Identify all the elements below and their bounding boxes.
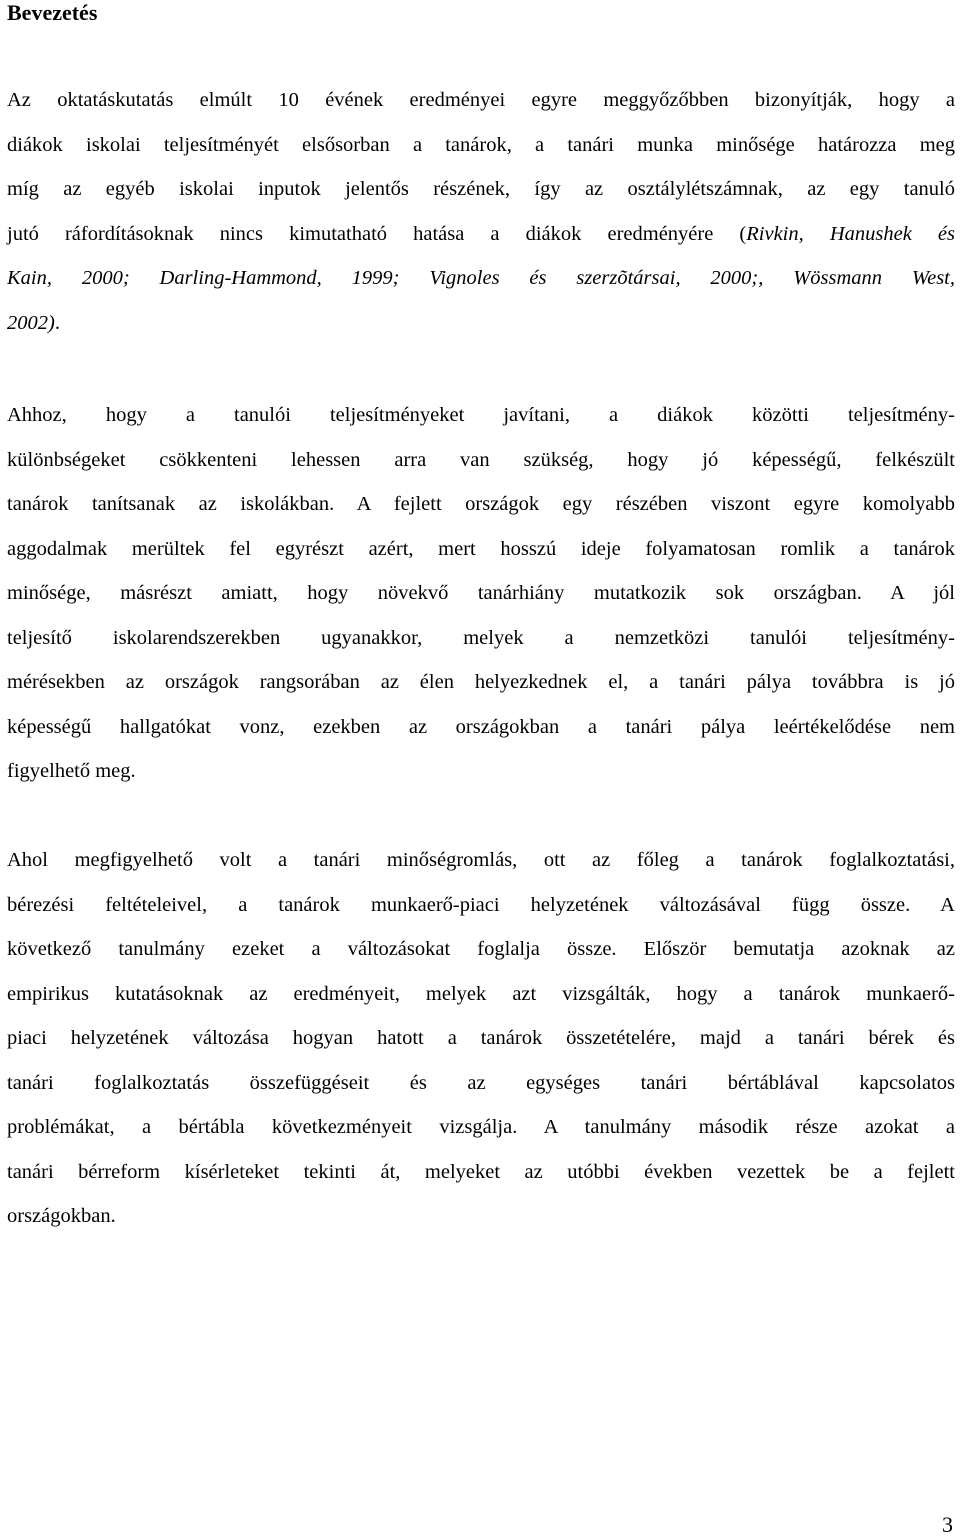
paragraph-line: következő tanulmány ezeket a változásokat foglalja össze. Először bemutatja azoknak az [7,938,955,960]
paragraph-line: piaci helyzetének változása hogyan hatott a tanárok összetételére, majd a tanári bérek és [7,1027,955,1049]
paragraph-intro [7,78,955,345]
paragraph-line: minősége, másrészt amiatt, hogy növekvő tanárhiány mutatkozik sok országban. A jól [7,582,955,604]
paragraph-line: tanári foglalkoztatás összefüggéseit és az egységes tanári bértáblával kapcsolatos [7,1071,955,1094]
citation-text: 2002) [7,311,55,334]
paragraph-line: figyelhető meg. [7,760,136,782]
paragraph-line: bérezési feltételeivel, a tanárok munkaerő-piaci helyzetének változásával függ össze. A [7,893,955,916]
citation-line-end [7,301,955,346]
paragraph-line: problémákat, a bértábla következményeit vizsgálja. A tanulmány második része azokat a [7,1116,955,1138]
paragraph-line: míg az egyéb iskolai inputok jelentős részének, így az osztálylétszámnak, az egy tanuló [7,178,955,200]
paragraph-line: képességű hallgatókat vonz, ezekben az országokban a tanári pálya leértékelődése nem [7,715,955,738]
paragraph-line: aggodalmak merültek fel egyrészt azért, mert hosszú ideje folyamatosan romlik a tanárok [7,537,955,560]
paragraph-teachers [7,393,955,794]
paragraph-text: . [54,311,60,334]
section-heading: Bevezetés [7,0,98,25]
paragraph-line: Ahhoz, hogy a tanulói teljesítményeket javítani, a diákok közötti teljesítmény- [7,404,955,426]
paragraph-line: országokban. [7,1205,116,1227]
page-number: 3 [942,1512,953,1537]
paragraph-line: teljesítő iskolarendszerekben ugyanakkor, melyek a nemzetközi tanulói teljesítmény- [7,626,955,649]
paragraph-line: különbségeket csökkenteni lehessen arra van szükség, hogy jó képességű, felkészült [7,448,955,471]
paragraph-text: jutó ráfordításoknak nincs kimutatható hatása a diákok eredményére ( [7,222,747,245]
paragraph-line: tanári bérreform kísérleteket tekinti át, melyeket az utóbbi években vezettek be a fejlett [7,1160,955,1183]
paragraph-line: diákok iskolai teljesítményét elsősorban a tanárok, a tanári munka minősége határozza meg [7,133,955,156]
paragraph-line: Az oktatáskutatás elmúlt 10 évének eredményei egyre meggyőzőbben bizonyítják, hogy a [7,89,955,111]
paragraph-line: mérésekben az országok rangsorában az élen helyezkednek el, a tanári pálya továbbra is jó [7,671,955,693]
paragraph-outline [7,838,955,1239]
citation-line: Kain, 2000; Darling-Hammond, 1999; Vignoles és szerzõtársai, 2000;, Wössmann West, [7,267,955,289]
paragraph-line: empirikus kutatásoknak az eredményeit, melyek azt vizsgálták, hogy a tanárok munkaerő- [7,982,955,1005]
paragraph-line: Ahol megfigyelhető volt a tanári minőségromlás, ott az főleg a tanárok foglalkoztatási, [7,849,955,871]
paragraph-line: tanárok tanítsanak az iskolákban. A fejlett országok egy részében viszont egyre komolyabb [7,493,955,515]
citation-text: Rivkin, Hanushek és [746,222,955,245]
paragraph-line-mixed [7,212,955,257]
